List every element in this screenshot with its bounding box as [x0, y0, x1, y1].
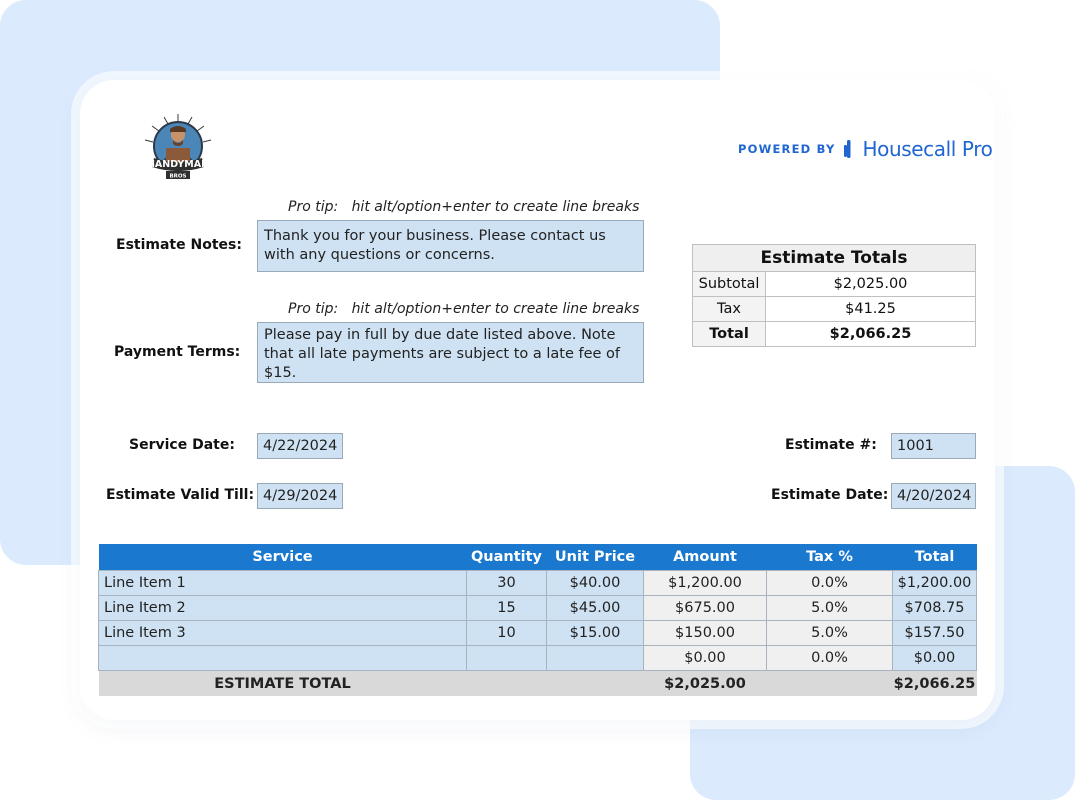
unit-price-cell[interactable]: $40.00 [547, 571, 644, 596]
amount-cell: $0.00 [644, 646, 767, 671]
protip-label: Pro tip: [288, 199, 339, 215]
table-row [99, 646, 977, 671]
protip-text: hit alt/option+enter to create line breaks [351, 199, 640, 215]
table-row [99, 621, 977, 646]
powered-by-housecall-pro [738, 136, 992, 162]
total-cell: $1,200.00 [893, 571, 977, 596]
unit-price-cell[interactable]: $15.00 [547, 621, 644, 646]
payment-terms-field[interactable]: Please pay in full by due date listed above. Note that all late payments are subject to a late fee of $15. [257, 322, 644, 383]
amount-cell: $150.00 [644, 621, 767, 646]
tax-percent-cell[interactable]: 0.0% [767, 646, 893, 671]
tax-percent-cell[interactable]: 0.0% [767, 571, 893, 596]
tax-value: $41.25 [766, 297, 976, 322]
table-row [99, 571, 977, 596]
column-header-quantity: Quantity [467, 544, 547, 571]
unit-price-cell[interactable]: $45.00 [547, 596, 644, 621]
quantity-cell[interactable] [467, 646, 547, 671]
estimate-valid-till-label: Estimate Valid Till: [106, 487, 255, 503]
tax-percent-cell[interactable]: 5.0% [767, 596, 893, 621]
line-items-table [98, 544, 977, 696]
estimate-totals-title: Estimate Totals [693, 245, 976, 272]
unit-price-cell[interactable] [547, 646, 644, 671]
service-cell[interactable]: Line Item 2 [99, 596, 467, 621]
payment-terms-label: Payment Terms: [114, 344, 241, 360]
estimate-total-amount: $2,025.00 [644, 671, 767, 697]
svg-text:BROS: BROS [169, 173, 187, 180]
total-cell: $0.00 [893, 646, 977, 671]
estimate-notes-field[interactable]: Thank you for your business. Please contact us with any questions or concerns. [257, 220, 644, 272]
column-header-unit-price: Unit Price [547, 544, 644, 571]
tax-percent-cell[interactable]: 5.0% [767, 621, 893, 646]
handyman-bros-logo [140, 112, 216, 184]
tax-label: Tax [693, 297, 766, 322]
total-cell: $708.75 [893, 596, 977, 621]
service-date-field[interactable]: 4/22/2024 [257, 433, 343, 459]
subtotal-label: Subtotal [693, 272, 766, 297]
protip-text: hit alt/option+enter to create line breaks [351, 301, 640, 317]
protip-payment [288, 301, 639, 317]
estimate-total-row [99, 671, 977, 697]
service-cell[interactable]: Line Item 3 [99, 621, 467, 646]
protip-label: Pro tip: [288, 301, 339, 317]
amount-cell: $675.00 [644, 596, 767, 621]
column-header-tax-percent: Tax % [767, 544, 893, 571]
estimate-totals-box [692, 244, 976, 347]
estimate-date-label: Estimate Date: [771, 487, 889, 503]
table-header-row [99, 544, 977, 571]
estimate-total-total: $2,066.25 [893, 671, 977, 697]
quantity-cell[interactable]: 30 [467, 571, 547, 596]
estimate-notes-label: Estimate Notes: [116, 237, 242, 253]
table-row [99, 596, 977, 621]
powered-by-label: POWERED BY [738, 142, 836, 156]
estimate-valid-till-field[interactable]: 4/29/2024 [257, 483, 343, 509]
service-cell[interactable] [99, 646, 467, 671]
estimate-total-label: ESTIMATE TOTAL [99, 671, 467, 697]
quantity-cell[interactable]: 10 [467, 621, 547, 646]
subtotal-value: $2,025.00 [766, 272, 976, 297]
quantity-cell[interactable]: 15 [467, 596, 547, 621]
estimate-date-field[interactable]: 4/20/2024 [891, 483, 976, 509]
total-value: $2,066.25 [766, 322, 976, 347]
service-cell[interactable]: Line Item 1 [99, 571, 467, 596]
housecall-pro-mark-icon [844, 140, 856, 158]
total-label: Total [693, 322, 766, 347]
svg-text:HANDYMAN: HANDYMAN [146, 159, 210, 170]
housecall-pro-brand: Housecall Pro [862, 137, 993, 161]
column-header-total: Total [893, 544, 977, 571]
total-cell: $157.50 [893, 621, 977, 646]
estimate-number-label: Estimate #: [785, 437, 877, 453]
service-date-label: Service Date: [129, 437, 235, 453]
amount-cell: $1,200.00 [644, 571, 767, 596]
column-header-amount: Amount [644, 544, 767, 571]
column-header-service: Service [99, 544, 467, 571]
estimate-number-field[interactable]: 1001 [891, 433, 976, 459]
protip-notes [288, 199, 639, 215]
